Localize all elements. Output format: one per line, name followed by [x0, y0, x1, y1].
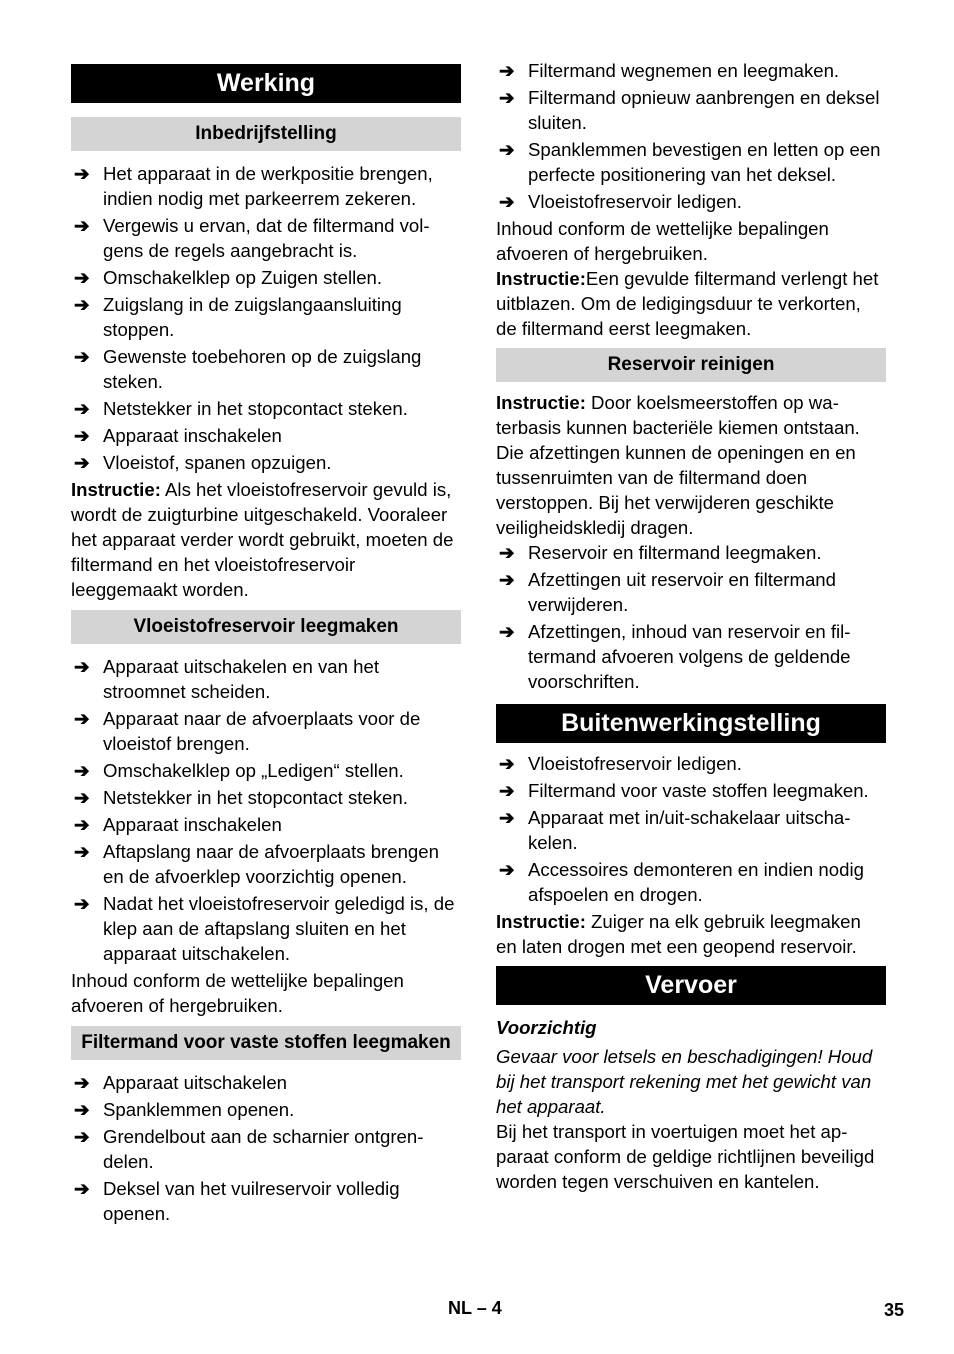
list-item: ➔ Aftapslang naar de afvoerplaats brengen en de afvoerklep voorzichtig openen. — [74, 841, 439, 887]
list-item: ➔ Vloeistof, spanen opzuigen. — [74, 452, 332, 473]
arrow-icon: ➔ — [499, 807, 515, 828]
list-item: ➔ Vloeistofreservoir ledigen. — [499, 753, 742, 774]
note-paragraph: Instructie: Als het vloeistofreservoir gevuld is, wordt de zuigturbine uitgeschakeld. Vooraleer het apparaat verder wordt gebruikt, moeten de filtermand en het vloeistofreservoir leeggemaakt worden. — [71, 479, 454, 600]
list-item: ➔ Apparaat uitschakelen — [74, 1072, 287, 1093]
arrow-icon: ➔ — [74, 814, 90, 835]
list-item: ➔ Reservoir en filtermand leegmaken. — [499, 542, 822, 563]
list-item: ➔ Apparaat inschakelen — [74, 425, 282, 446]
subsection-title-filtermand: Filtermand voor vaste stoffen leegmaken — [71, 1026, 461, 1060]
list-item: ➔ Filtermand voor vaste stoffen leegmaken. — [499, 780, 869, 801]
section-title-werking: Werking — [71, 64, 461, 103]
arrow-icon: ➔ — [74, 708, 90, 729]
list-item: ➔ Filtermand wegnemen en leegmaken. — [499, 60, 840, 81]
arrow-icon: ➔ — [499, 60, 515, 81]
left-column — [71, 64, 461, 1228]
caution-label: Voorzichtig — [496, 1017, 597, 1038]
list-item: ➔ Afzettingen, inhoud van reservoir en filtermand afvoeren volgens de geldende voorschriften. — [499, 621, 851, 692]
list-item: ➔ Zuigslang in de zuigslangaansluiting stoppen. — [74, 294, 402, 340]
list-item: ➔ Spanklemmen openen. — [74, 1099, 295, 1120]
list-item: ➔ Apparaat inschakelen — [74, 814, 282, 835]
footer-language-section — [448, 1298, 502, 1319]
arrow-icon: ➔ — [74, 1178, 90, 1199]
list-item: ➔ Gewenste toebehoren op de zuigslang steken. — [74, 346, 422, 392]
list-item: ➔ Vergewis u ervan, dat de filtermand volgens de regels aangebracht is. — [74, 215, 430, 261]
section-title-buitenwerkingstelling: Buitenwerkingstelling — [496, 704, 886, 743]
note-label: Instructie: — [496, 911, 586, 932]
list-item: ➔ Apparaat met in/uit-schakelaar uitschakelen. — [499, 807, 851, 853]
list-item: ➔ Accessoires demonteren en indien nodig afspoelen en drogen. — [499, 859, 864, 905]
list-item: ➔ Filtermand opnieuw aanbrengen en deksel sluiten. — [499, 87, 880, 133]
note-label: Instructie: — [496, 268, 586, 289]
list-item: ➔ Apparaat uitschakelen en van het stroomnet scheiden. — [74, 656, 380, 702]
caution-text: Gevaar voor letsels en beschadigingen! Houd bij het transport rekening met het gewicht van het apparaat. — [496, 1046, 873, 1117]
note-paragraph: Instructie:Een gevulde filtermand verlengt het uitblazen. Om de ledigingsduur te verkorten, de filtermand eerst leegmaken. — [496, 268, 879, 339]
list-item: ➔ Netstekker in het stopcontact steken. — [74, 398, 408, 419]
list-item: ➔ Het apparaat in de werkpositie brengen, indien nodig met parkeerrem zekeren. — [74, 163, 433, 209]
footer-section-number: – 4 — [476, 1298, 502, 1318]
page-number: 35 — [884, 1300, 905, 1320]
arrow-icon: ➔ — [74, 841, 90, 862]
arrow-icon: ➔ — [74, 452, 90, 473]
arrow-icon: ➔ — [499, 780, 515, 801]
arrow-icon: ➔ — [74, 398, 90, 419]
list-item: ➔ Netstekker in het stopcontact steken. — [74, 787, 408, 808]
arrow-icon: ➔ — [499, 859, 515, 880]
arrow-icon: ➔ — [499, 753, 515, 774]
arrow-icon: ➔ — [499, 569, 515, 590]
arrow-icon: ➔ — [74, 425, 90, 446]
instruction-list-vloeistofreservoir — [71, 654, 461, 966]
list-item: ➔ Afzettingen uit reservoir en filtermand verwijderen. — [499, 569, 836, 615]
transport-paragraph: Bij het transport in voertuigen moet het apparaat conform de geldige richtlijnen beveiligd worden tegen verschuiven en kantelen. — [496, 1121, 875, 1192]
arrow-icon: ➔ — [74, 656, 90, 677]
subsection-title-vloeistofreservoir: Vloeistofreservoir leegmaken — [71, 610, 461, 644]
list-item: ➔ Omschakelklep op „Ledigen“ stellen. — [74, 760, 404, 781]
instruction-list-inbedrijfstelling — [71, 161, 461, 475]
arrow-icon: ➔ — [74, 760, 90, 781]
list-item: ➔ Spanklemmen bevestigen en letten op een perfecte positionering van het deksel. — [499, 139, 881, 185]
list-item: ➔ Nadat het vloeistofreservoir geledigd is, de klep aan de aftapslang sluiten en het apparaat uitschakelen. — [74, 893, 455, 964]
arrow-icon: ➔ — [74, 1126, 90, 1147]
arrow-icon: ➔ — [74, 787, 90, 808]
arrow-icon: ➔ — [499, 621, 515, 642]
arrow-icon: ➔ — [499, 139, 515, 160]
right-column — [496, 58, 886, 1194]
arrow-icon: ➔ — [499, 542, 515, 563]
arrow-icon: ➔ — [74, 893, 90, 914]
disposal-paragraph: Inhoud conform de wettelijke bepalingen afvoeren of hergebruiken. — [496, 218, 829, 264]
subsection-title-inbedrijfstelling: Inbedrijfstelling — [71, 117, 461, 151]
arrow-icon: ➔ — [499, 191, 515, 212]
note-label: Instructie: — [496, 392, 586, 413]
disposal-paragraph: Inhoud conform de wettelijke bepalingen afvoeren of hergebruiken. — [71, 970, 404, 1016]
note-label: Instructie: — [71, 479, 161, 500]
list-item: ➔ Apparaat naar de afvoerplaats voor de vloeistof brengen. — [74, 708, 421, 754]
list-item: ➔ Vloeistofreservoir ledigen. — [499, 191, 742, 212]
subsection-title-reservoir-reinigen: Reservoir reinigen — [496, 348, 886, 382]
note-paragraph: Instructie: Door koelsmeerstoffen op waterbasis kunnen bacteriële kiemen ontstaan. Die afzettingen kunnen de openingen en en tussenruimten van de filtermand doen verstoppen. Bij het verwijderen geschikte veiligheidskledij dragen. — [496, 392, 860, 538]
arrow-icon: ➔ — [74, 267, 90, 288]
arrow-icon: ➔ — [74, 1072, 90, 1093]
instruction-list-buitenwerkingstelling — [496, 751, 886, 907]
list-item: ➔ Grendelbout aan de scharnier ontgrendelen. — [74, 1126, 424, 1172]
arrow-icon: ➔ — [74, 163, 90, 184]
instruction-list-filtermand — [71, 1070, 461, 1226]
arrow-icon: ➔ — [499, 87, 515, 108]
instruction-list-reservoir-reinigen — [496, 540, 886, 694]
list-item: ➔ Omschakelklep op Zuigen stellen. — [74, 267, 383, 288]
note-paragraph: Instructie: Zuiger na elk gebruik leegmaken en laten drogen met een geopend reservoir. — [496, 911, 861, 957]
section-title-vervoer: Vervoer — [496, 966, 886, 1005]
footer-language: NL — [448, 1298, 472, 1318]
arrow-icon: ➔ — [74, 294, 90, 315]
arrow-icon: ➔ — [74, 346, 90, 367]
arrow-icon: ➔ — [74, 215, 90, 236]
list-item: ➔ Deksel van het vuilreservoir volledig openen. — [74, 1178, 400, 1224]
arrow-icon: ➔ — [74, 1099, 90, 1120]
instruction-list-filtermand-continued — [496, 58, 886, 214]
